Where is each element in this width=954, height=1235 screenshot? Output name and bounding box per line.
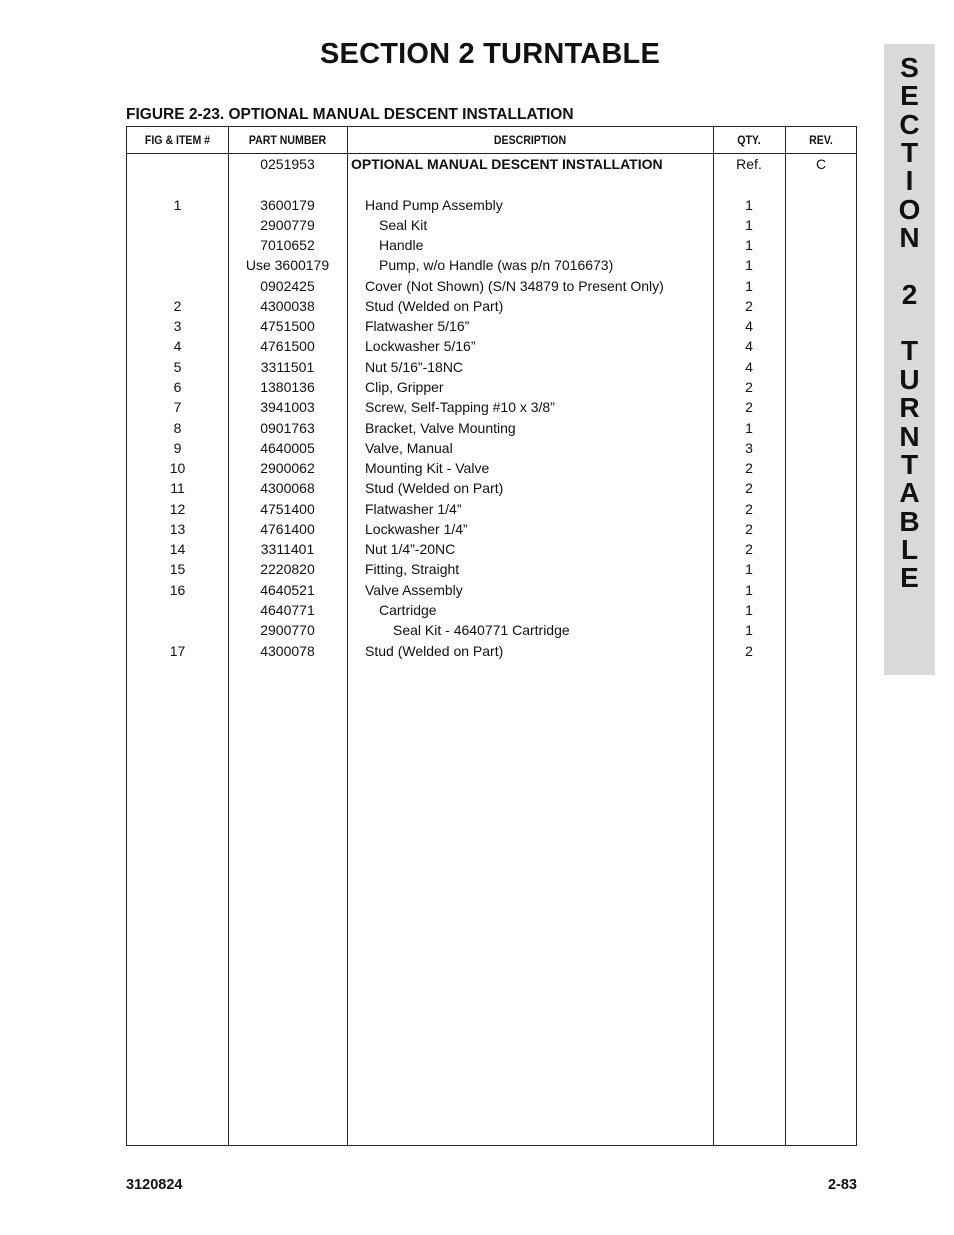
description-cell: Lockwasher 5/16” xyxy=(365,338,476,355)
column-divider xyxy=(347,127,348,1145)
part-number-cell: 4751400 xyxy=(260,500,315,517)
part-number-cell: 2900770 xyxy=(260,622,315,639)
qty-cell: 2 xyxy=(745,642,753,659)
description-cell: Hand Pump Assembly xyxy=(365,196,503,213)
rev-cell xyxy=(785,438,857,458)
part-number-cell: 4640005 xyxy=(260,439,315,456)
side-tab-letter: N xyxy=(899,421,920,452)
fig-item-cell: 15 xyxy=(169,561,186,578)
description-cell: Handle xyxy=(379,237,424,254)
rev-cell xyxy=(785,276,857,296)
qty-cell: 1 xyxy=(745,419,753,436)
fig-item-cell: 10 xyxy=(169,460,186,477)
rev-cell xyxy=(785,377,857,397)
fig-item-cell xyxy=(127,235,228,255)
qty-cell: 1 xyxy=(745,216,753,233)
qty-cell: 2 xyxy=(745,500,753,517)
column-header-description: DESCRIPTION xyxy=(493,133,567,147)
qty-cell: 4 xyxy=(745,358,753,375)
rev-cell xyxy=(785,620,857,640)
qty-cell: 2 xyxy=(745,541,753,558)
part-number-cell: 4300078 xyxy=(260,642,315,659)
side-tab-letter: B xyxy=(899,506,920,537)
part-number-cell xyxy=(228,174,347,194)
fig-item-cell: 16 xyxy=(169,581,186,598)
fig-item-cell xyxy=(127,174,228,194)
side-tab-letter: T xyxy=(900,335,919,366)
side-tab-letter: O xyxy=(898,194,921,225)
side-tab-letter: A xyxy=(899,477,920,508)
description-cell: Valve Assembly xyxy=(365,581,463,598)
part-number-cell: 0901763 xyxy=(260,419,315,436)
rev-cell xyxy=(785,478,857,498)
side-tab-letter: I xyxy=(905,165,914,196)
qty-cell: 1 xyxy=(745,581,753,598)
figure-title: FIGURE 2-23. OPTIONAL MANUAL DESCENT INSTALLATION xyxy=(126,106,574,123)
part-number-cell: 2900062 xyxy=(260,460,315,477)
fig-item-cell: 6 xyxy=(173,379,182,395)
rev-cell xyxy=(785,195,857,215)
rev-cell xyxy=(785,559,857,579)
fig-item-cell: 5 xyxy=(173,358,182,375)
rev-cell xyxy=(785,235,857,255)
qty-cell: Ref. xyxy=(736,156,762,172)
description-cell: Nut 5/16”-18NC xyxy=(365,358,464,375)
qty-cell: 1 xyxy=(745,601,753,618)
side-tab-letter: U xyxy=(899,364,920,395)
description-cell: Pump, w/o Handle (was p/n 7016673) xyxy=(379,257,614,274)
part-number-cell: 4640771 xyxy=(260,601,315,618)
fig-item-cell: 1 xyxy=(173,196,182,213)
description-cell: Cartridge xyxy=(379,601,437,618)
qty-cell: 3 xyxy=(745,439,753,456)
side-tab-letter: S xyxy=(900,52,919,83)
description-cell: Seal Kit - 4640771 Cartridge xyxy=(393,622,570,639)
qty-cell: 1 xyxy=(745,561,753,578)
qty-cell: 2 xyxy=(745,297,753,314)
part-number-cell: 1380136 xyxy=(260,379,315,395)
part-number-cell: 4761400 xyxy=(260,520,315,537)
side-tab-letter: 2 xyxy=(901,279,918,310)
side-tab-letter: T xyxy=(900,449,919,480)
qty-cell xyxy=(713,174,785,194)
rev-cell xyxy=(785,357,857,377)
side-tab-letter: T xyxy=(900,137,919,168)
parts-table xyxy=(126,126,857,1146)
part-number-cell: 7010652 xyxy=(260,237,315,254)
rev-cell xyxy=(785,641,857,661)
description-cell: Fitting, Straight xyxy=(365,561,460,578)
qty-cell: 1 xyxy=(745,277,753,294)
part-number-cell: 0251953 xyxy=(260,156,315,172)
description-cell: Mounting Kit - Valve xyxy=(365,460,490,477)
fig-item-cell xyxy=(127,600,228,620)
qty-cell: 2 xyxy=(745,379,753,395)
part-number-cell: 4300068 xyxy=(260,480,315,497)
rev-cell xyxy=(785,418,857,438)
rev-cell xyxy=(785,255,857,275)
part-number-cell: 3311401 xyxy=(260,541,315,558)
part-number-cell: 4761500 xyxy=(260,338,315,355)
qty-cell: 2 xyxy=(745,399,753,416)
part-number-cell: 3311501 xyxy=(260,358,315,375)
description-cell: OPTIONAL MANUAL DESCENT INSTALLATION xyxy=(351,156,663,172)
description-cell: Stud (Welded on Part) xyxy=(365,642,504,659)
rev-cell xyxy=(785,519,857,539)
rev-cell xyxy=(785,336,857,356)
description-cell: Seal Kit xyxy=(379,216,428,233)
fig-item-cell: 12 xyxy=(169,500,186,517)
part-number-cell: 4300038 xyxy=(260,297,315,314)
description-cell: Cover (Not Shown) (S/N 34879 to Present Only) xyxy=(365,277,664,294)
column-header-rev: REV. xyxy=(809,133,833,147)
column-header-qty: QTY. xyxy=(737,133,761,147)
rev-cell xyxy=(785,600,857,620)
description-cell: Bracket, Valve Mounting xyxy=(365,419,516,436)
fig-item-cell xyxy=(127,276,228,296)
qty-cell: 2 xyxy=(745,480,753,497)
rev-cell xyxy=(785,580,857,600)
part-number-cell: 2220820 xyxy=(260,561,315,578)
description-cell: Clip, Gripper xyxy=(365,379,444,395)
fig-item-cell: 3 xyxy=(173,318,182,335)
qty-cell: 2 xyxy=(745,460,753,477)
rev-cell: C xyxy=(815,156,827,172)
qty-cell: 1 xyxy=(745,257,753,274)
part-number-cell: Use 3600179 xyxy=(245,257,330,274)
description-cell: Lockwasher 1/4” xyxy=(365,520,468,537)
fig-item-cell: 4 xyxy=(173,338,182,355)
rev-cell xyxy=(785,397,857,417)
side-tab-letter: N xyxy=(899,222,920,253)
rev-cell xyxy=(785,296,857,316)
document-number: 3120824 xyxy=(126,1177,183,1193)
description-cell: Stud (Welded on Part) xyxy=(365,480,504,497)
fig-item-cell: 8 xyxy=(173,419,182,436)
section-title: SECTION 2 TURNTABLE xyxy=(320,38,660,70)
side-tab-letter: L xyxy=(900,534,919,565)
column-header-item: FIG & ITEM # xyxy=(144,133,211,147)
description-cell: Flatwasher 5/16” xyxy=(365,318,470,335)
fig-item-cell xyxy=(127,154,228,174)
section-side-tab xyxy=(884,44,935,675)
qty-cell: 2 xyxy=(745,520,753,537)
qty-cell: 1 xyxy=(745,237,753,254)
part-number-cell: 0902425 xyxy=(260,277,315,294)
rev-cell xyxy=(785,316,857,336)
qty-cell: 1 xyxy=(745,196,753,213)
rev-cell xyxy=(785,458,857,478)
qty-cell: 1 xyxy=(745,622,753,639)
rev-cell xyxy=(785,215,857,235)
part-number-cell: 4751500 xyxy=(260,318,315,335)
qty-cell: 4 xyxy=(745,338,753,355)
fig-item-cell xyxy=(127,620,228,640)
fig-item-cell: 9 xyxy=(173,439,182,456)
fig-item-cell: 17 xyxy=(169,642,186,659)
part-number-cell: 4640521 xyxy=(260,581,315,598)
page-number: 2-83 xyxy=(827,1177,857,1193)
rev-cell xyxy=(785,499,857,519)
fig-item-cell xyxy=(127,255,228,275)
rev-cell xyxy=(785,539,857,559)
fig-item-cell xyxy=(127,215,228,235)
fig-item-cell: 11 xyxy=(170,480,185,497)
part-number-cell: 2900779 xyxy=(260,216,315,233)
side-tab-letter: C xyxy=(899,109,920,140)
fig-item-cell: 2 xyxy=(173,297,182,314)
fig-item-cell: 7 xyxy=(173,399,182,416)
part-number-cell: 3600179 xyxy=(260,196,315,213)
description-cell: Nut 1/4”-20NC xyxy=(365,541,456,558)
description-cell: Valve, Manual xyxy=(365,439,453,456)
qty-cell: 4 xyxy=(745,318,753,335)
part-number-cell: 3941003 xyxy=(260,399,315,416)
side-tab-letter: E xyxy=(900,80,919,111)
side-tab-letter: R xyxy=(899,392,920,423)
fig-item-cell: 13 xyxy=(169,520,186,537)
description-cell: Stud (Welded on Part) xyxy=(365,297,504,314)
side-tab-letter: E xyxy=(900,562,919,593)
fig-item-cell: 14 xyxy=(169,541,186,558)
rev-cell xyxy=(785,174,857,194)
description-cell: Flatwasher 1/4” xyxy=(365,500,462,517)
description-cell: Screw, Self-Tapping #10 x 3/8” xyxy=(365,399,555,416)
column-header-part: PART NUMBER xyxy=(248,133,327,147)
